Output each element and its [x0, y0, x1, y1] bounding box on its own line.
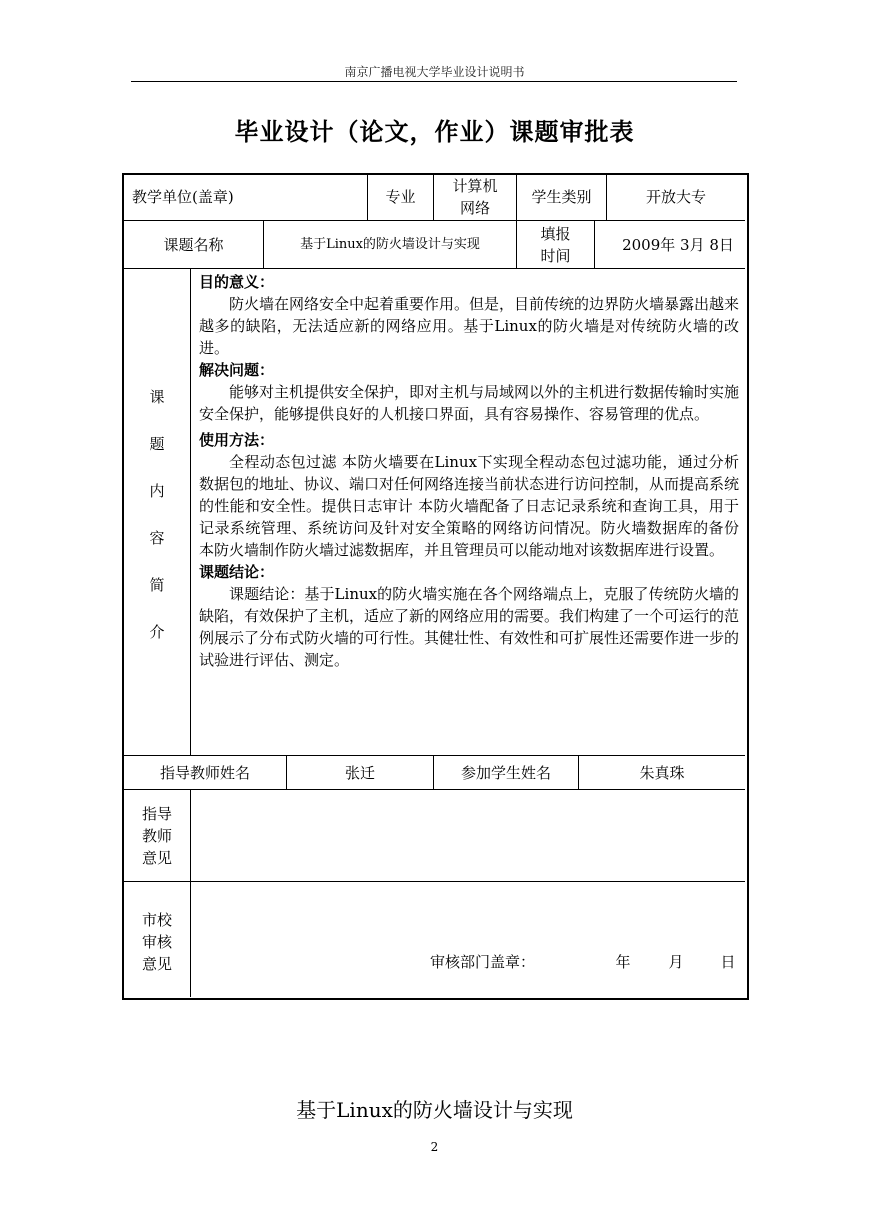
school-review-label-line: 意见 [141, 955, 172, 973]
student-type-label: 学生类别 [531, 188, 592, 206]
major-value: 计算机网络 [452, 177, 498, 217]
running-header: 南京广播电视大学毕业设计说明书 [344, 65, 525, 79]
intro-content [199, 271, 739, 671]
advisor-label: 指导教师姓名 [159, 763, 250, 782]
conclusion-heading: 课题结论： [199, 563, 275, 581]
advisor-opinion-label [124, 790, 190, 881]
date-value: 2009年 3月 8日 [622, 235, 734, 254]
row-divider [123, 268, 745, 269]
student-name: 朱真珠 [639, 763, 685, 782]
intro-side-char: 容 [149, 529, 165, 547]
form-title: 毕业设计（论文，作业）课题审批表 [234, 118, 635, 146]
advisor-opinion-value [191, 790, 745, 881]
school-review-label-line: 审核 [141, 933, 172, 951]
method-text: 全程动态包过滤 本防火墙要在Linux下实现全程动态包过滤功能，通过分析数据包的地址、协议、端口对任何网络连接当前状态进行访问控制，从而提高系统的性能和安全性。提供日志审计 本防火墙配备了日志记录系统和查询工具，用于记录系统管理、系统访问及针对安全策略的网络访问情况。防火墙数据库的备份 本防火墙制作防火墙过滤数据库，并且管理员可以能动地对该数据库进行设置。 [199, 453, 740, 559]
intro-side-char: 课 [149, 388, 165, 406]
topic-label: 课题名称 [163, 235, 224, 254]
school-review-label [124, 882, 190, 996]
date-label: 填报时间 [540, 224, 571, 265]
student-type-value: 开放大专 [645, 188, 706, 206]
purpose-text: 防火墙在网络安全中起着重要作用。但是，目前传统的边界防火墙暴露出越来越多的缺陷，无法适应新的网络应用。基于Linux的防火墙是对传统防火墙的改进。 [199, 295, 740, 357]
intro-side-char: 题 [149, 435, 165, 453]
intro-side-label [146, 386, 168, 668]
advisor-opinion-label-line: 意见 [141, 848, 172, 867]
stamp-label: 审核部门盖章： [430, 953, 536, 971]
intro-side-char: 介 [149, 623, 165, 641]
header-rule [131, 81, 737, 82]
advisor-name: 张迁 [344, 763, 375, 782]
col-divider [190, 269, 191, 755]
stamp-day: 日 [720, 953, 736, 971]
unit-label: 教学单位(盖章) [132, 188, 234, 206]
purpose-heading: 目的意义： [199, 273, 275, 291]
method-heading: 使用方法： [199, 431, 275, 449]
student-label: 参加学生姓名 [460, 763, 551, 782]
stamp-year: 年 [615, 953, 631, 971]
document-title: 基于Linux的防火墙设计与实现 [296, 1098, 573, 1122]
row-divider [123, 881, 745, 882]
stamp-month: 月 [668, 953, 684, 971]
conclusion-text: 课题结论：基于Linux的防火墙实施在各个网络端点上，克服了传统防火墙的缺陷，有效保护了主机，适应了新的网络应用的需要。我们构建了一个可运行的范例展示了分布式防火墙的可行性。其健壮性、有效性和可扩展性还需要作进一步的试验进行评估、测定。 [199, 585, 740, 669]
intro-side-char: 内 [149, 482, 165, 500]
topic-value: 基于Linux的防火墙设计与实现 [300, 236, 480, 252]
page-number: 2 [430, 1140, 439, 1154]
advisor-opinion-label-line: 教师 [141, 826, 172, 845]
advisor-opinion-label-line: 指导 [141, 804, 172, 823]
problem-text: 能够对主机提供安全保护，即对主机与局域网以外的主机进行数据传输时实施安全保护，能够提供良好的人机接口界面，具有容易操作、容易管理的优点。 [199, 383, 740, 423]
school-review-label-line: 市校 [141, 911, 172, 929]
problem-heading: 解决问题： [199, 361, 275, 379]
major-label: 专业 [385, 188, 416, 206]
intro-side-char: 简 [149, 576, 165, 594]
